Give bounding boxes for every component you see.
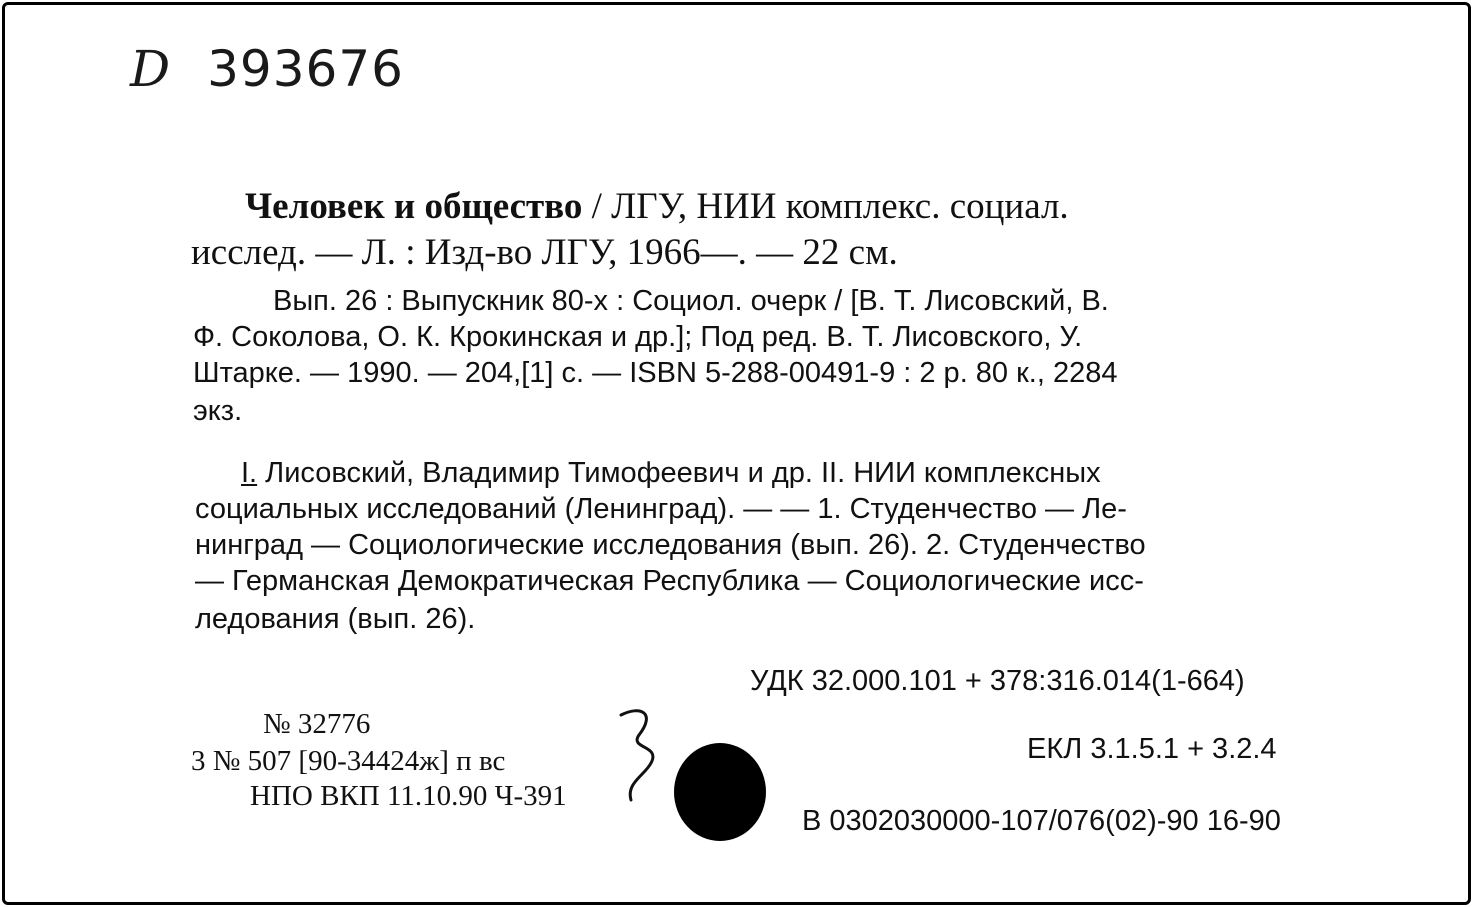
title-rest: / ЛГУ, НИИ комплекс. социал. xyxy=(582,186,1069,227)
stamp-letter: D xyxy=(130,40,172,98)
catalog-card xyxy=(2,2,1471,905)
tracing-line-1 xyxy=(241,457,1101,490)
tracing-marker: I. xyxy=(241,457,258,489)
issue-line-1: Вып. 26 : Выпускник 80-х : Социол. очерк / [В. Т. Лисовский, В. xyxy=(273,285,1109,317)
udk-code: УДК 32.000.101 + 378:316.014(1-664) xyxy=(750,665,1245,697)
print-line: НПО ВКП 11.10.90 Ч-391 xyxy=(250,780,567,812)
handwritten-mark-icon xyxy=(601,705,681,815)
issue-line-3: Штарке. — 1990. — 204,[1] с. — ISBN 5-288-00491-9 : 2 р. 80 к., 2284 xyxy=(193,357,1118,389)
title-line-1 xyxy=(245,185,1069,228)
title-bold: Человек и общество xyxy=(245,186,583,227)
title-line-2: исслед. — Л. : Изд-во ЛГУ, 1966—. — 22 см. xyxy=(191,232,898,273)
order-line: 3 № 507 [90-34424ж] п вс xyxy=(191,745,506,777)
punch-hole-mark xyxy=(674,743,766,841)
stamp-number: 393676 xyxy=(207,40,404,98)
tracing-line-3: нинград — Социологические исследования (вып. 26). 2. Студенчество xyxy=(195,529,1146,561)
inventory-stamp xyxy=(130,40,404,98)
issue-line-2: Ф. Соколова, О. К. Крокинская и др.]; Под ред. В. Т. Лисовского, У. xyxy=(193,321,1083,353)
tracing-line-5: ледования (вып. 26). xyxy=(195,603,476,635)
record-number: № 32776 xyxy=(263,708,371,740)
tracing-line-2: социальных исследований (Ленинград). — — 1. Студенчество — Ле- xyxy=(195,493,1127,525)
issue-line-4: экз. xyxy=(193,395,243,427)
bbk-code: В 0302030000-107/076(02)-90 16-90 xyxy=(802,805,1281,837)
ekl-code: ЕКЛ 3.1.5.1 + 3.2.4 xyxy=(1027,733,1277,765)
tracing-line-4: — Германская Демократическая Республика — Социологические исс- xyxy=(195,565,1144,597)
tracing-line-1-text: Лисовский, Владимир Тимофеевич и др. II. НИИ комплексных xyxy=(257,457,1101,489)
